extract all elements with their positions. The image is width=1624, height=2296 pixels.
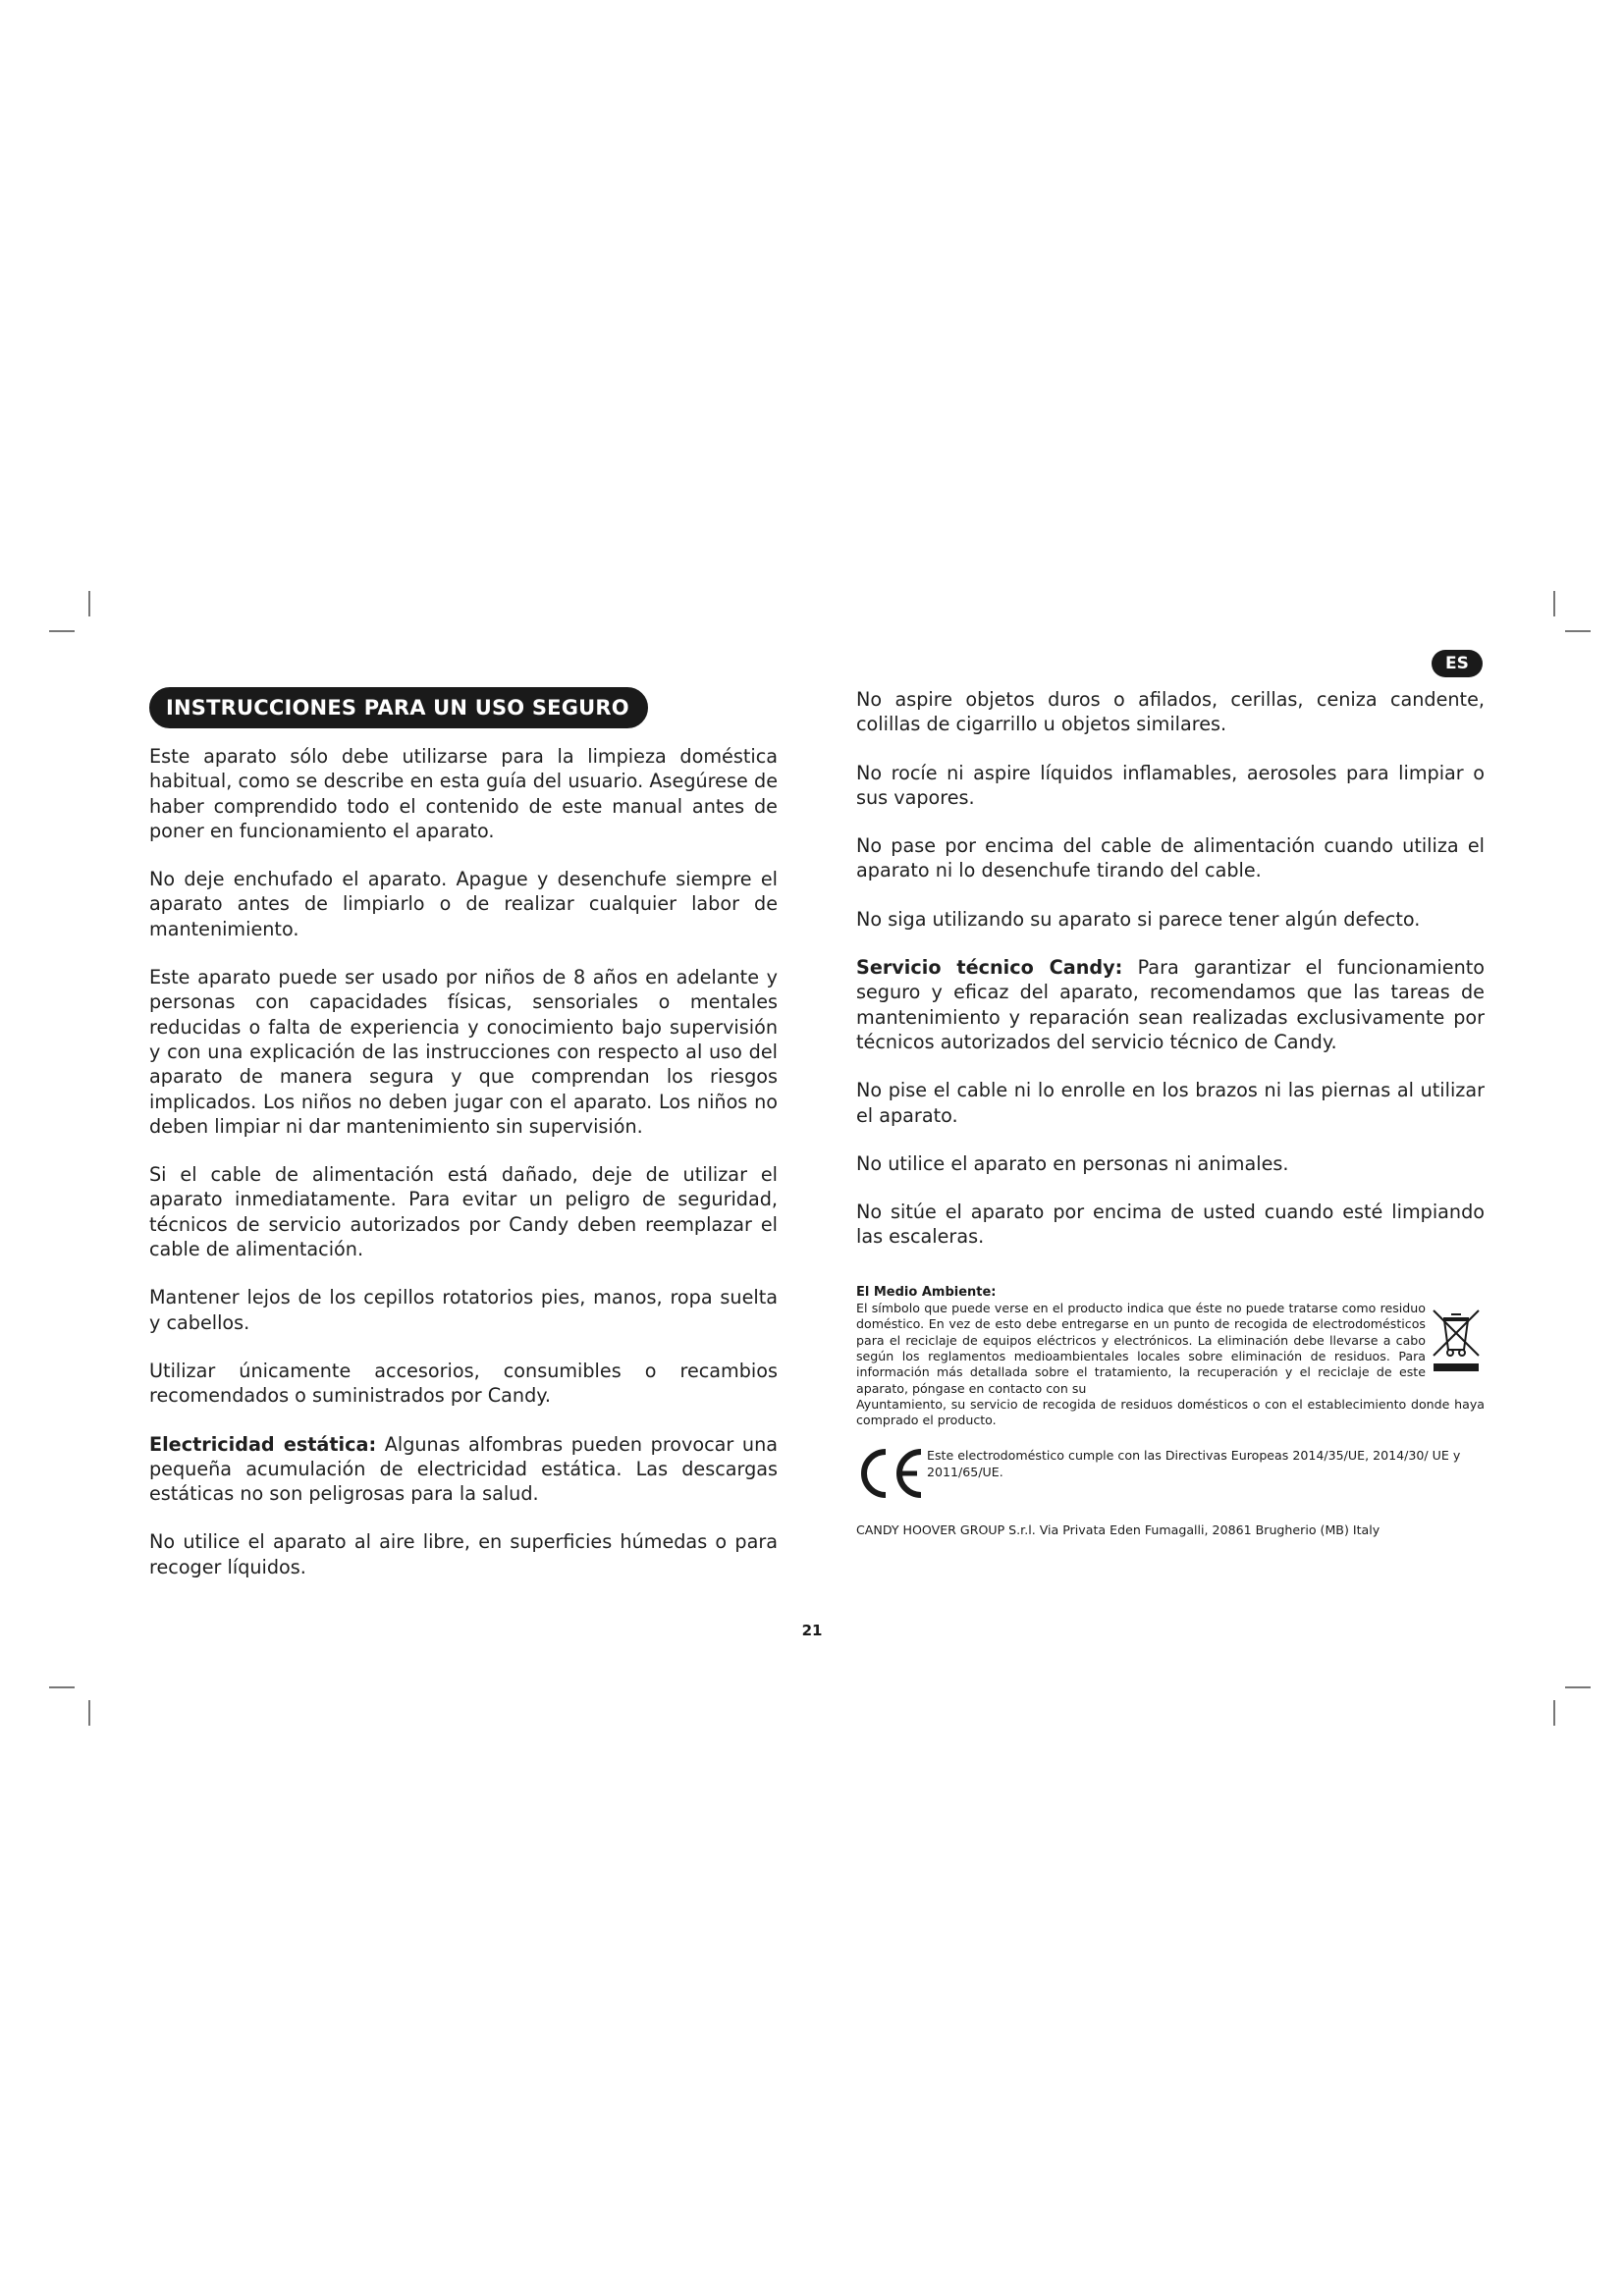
paragraph-defect: No siga utilizando su aparato si parece tener algún defecto. (856, 907, 1421, 931)
crop-mark (1565, 1686, 1591, 1688)
crop-mark (1553, 1700, 1555, 1726)
environment-title: El Medio Ambiente: (856, 1284, 997, 1300)
paragraph-damaged-cable: Si el cable de alimentación está dañado, deje de utilizar el aparato inmediatamente. Para evitar un peligro de seguridad, técnicos de servicio autorizados por Candy deben reemplazar el cable de alimentación. (149, 1163, 778, 1261)
paragraph-cable-wrap: No pise el cable ni lo enrolle en los brazos ni las piernas al utilizar el aparato. (856, 1079, 1485, 1127)
static-electricity-text: Algunas alfombras pueden provocar una pequeña acumulación de electricidad estática. Las descargas estáticas no son peligrosas para la salud. (149, 1432, 778, 1506)
paragraph-cable-over: No pase por encima del cable de alimentación cuando utiliza el aparato ni lo desenchufe tirando del cable. (856, 834, 1485, 882)
crop-mark (1565, 630, 1591, 632)
paragraph-children: Este aparato puede ser usado por niños de 8 años en adelante y personas con capacidades físicas, sensoriales o mentales reducidas o falta de experiencia y conocimiento bajo supervisión y con una explicación de las instrucciones con respecto al uso del aparato de manera segura y que comprendan los riesgos implicados. Los niños no deben jugar con el aparato. Los niños no deben limpiar ni dar mantenimiento sin supervisión. (149, 966, 778, 1138)
ce-row (856, 1446, 1485, 1501)
crop-mark (88, 1700, 90, 1726)
crop-mark (88, 591, 90, 616)
crop-mark (49, 1686, 75, 1688)
crop-mark (1553, 591, 1555, 616)
paragraph-people-animals: No utilice el aparato en personas ni animales. (856, 1151, 1289, 1175)
right-column (856, 687, 1485, 1539)
ce-compliance-text: Este electrodoméstico cumple con las Directivas Europeas 2014/35/UE, 2014/30/ UE y 2011/65/UE. (927, 1448, 1461, 1479)
environment-section (856, 1285, 1485, 1539)
service-label: Servicio técnico Candy: (856, 956, 1123, 980)
paragraph-rotating-brushes: Mantener lejos de los cepillos rotatorios pies, manos, ropa suelta y cabellos. (149, 1286, 778, 1334)
paragraph-accessories: Utilizar únicamente accesorios, consumibles o recambios recomendados o suministrados por Candy. (149, 1359, 778, 1408)
left-column (149, 687, 778, 1603)
crop-mark (49, 630, 75, 632)
paragraph-flammable: No rocíe ni aspire líquidos inflamables, aerosoles para limpiar o sus vapores. (856, 761, 1485, 809)
page-number: 21 (801, 1622, 823, 1639)
company-address: CANDY HOOVER GROUP S.r.l. Via Privata Eden Fumagalli, 20861 Brugherio (MB) Italy (856, 1522, 1380, 1538)
environment-text: El símbolo que puede verse en el producto indica que éste no puede tratarse como residuo doméstico. En vez de esto debe entregarse en un punto de recogida de electrodomésticos para el reciclaje de equipos eléctricos y electrónicos. La eliminación debe llevarse a cabo según los reglamentos medioambientales locales sobre eliminación de residuos. Para información más detallada sobre el tratamiento, la recuperación y el reciclaje de este aparato, póngase en contacto con su (856, 1301, 1426, 1396)
static-electricity-label: Electricidad estática: (149, 1432, 377, 1456)
paragraph-domestic-use: Este aparato sólo debe utilizarse para la limpieza doméstica habitual, como se describe en esta guía del usuario. Asegúrese de haber comprendido todo el contenido de este manual antes de poner en funcionamiento el aparato. (149, 745, 778, 842)
weee-bin-icon (1428, 1305, 1485, 1373)
paragraph-unplug: No deje enchufado el aparato. Apague y desenchufe siempre el aparato antes de limpiarlo o de realizar cualquier labor de mantenimiento. (149, 868, 778, 940)
paragraph-service (856, 955, 1485, 1054)
paragraph-hard-objects: No aspire objetos duros o afilados, cerillas, ceniza candente, colillas de cigarrillo u objetos similares. (856, 688, 1485, 736)
language-badge: ES (1432, 650, 1483, 677)
paragraph-outdoors: No utilice el aparato al aire libre, en superficies húmedas o para recoger líquidos. (149, 1530, 778, 1578)
ce-mark-icon (856, 1446, 927, 1501)
paragraph-static-electricity (149, 1432, 778, 1507)
environment-text-continued: Ayuntamiento, su servicio de recogida de residuos domésticos o con el establecimiento donde haya comprado el producto. (856, 1396, 1485, 1428)
section-title: INSTRUCCIONES PARA UN USO SEGURO (149, 687, 648, 728)
service-text: Para garantizar el funcionamiento seguro y eficaz del aparato, recomendamos que las tareas de mantenimiento y reparación sean realizadas exclusivamente por técnicos autorizados del servicio técnico de Candy. (856, 956, 1485, 1053)
paragraph-stairs: No sitúe el aparato por encima de usted cuando esté limpiando las escaleras. (856, 1201, 1485, 1249)
